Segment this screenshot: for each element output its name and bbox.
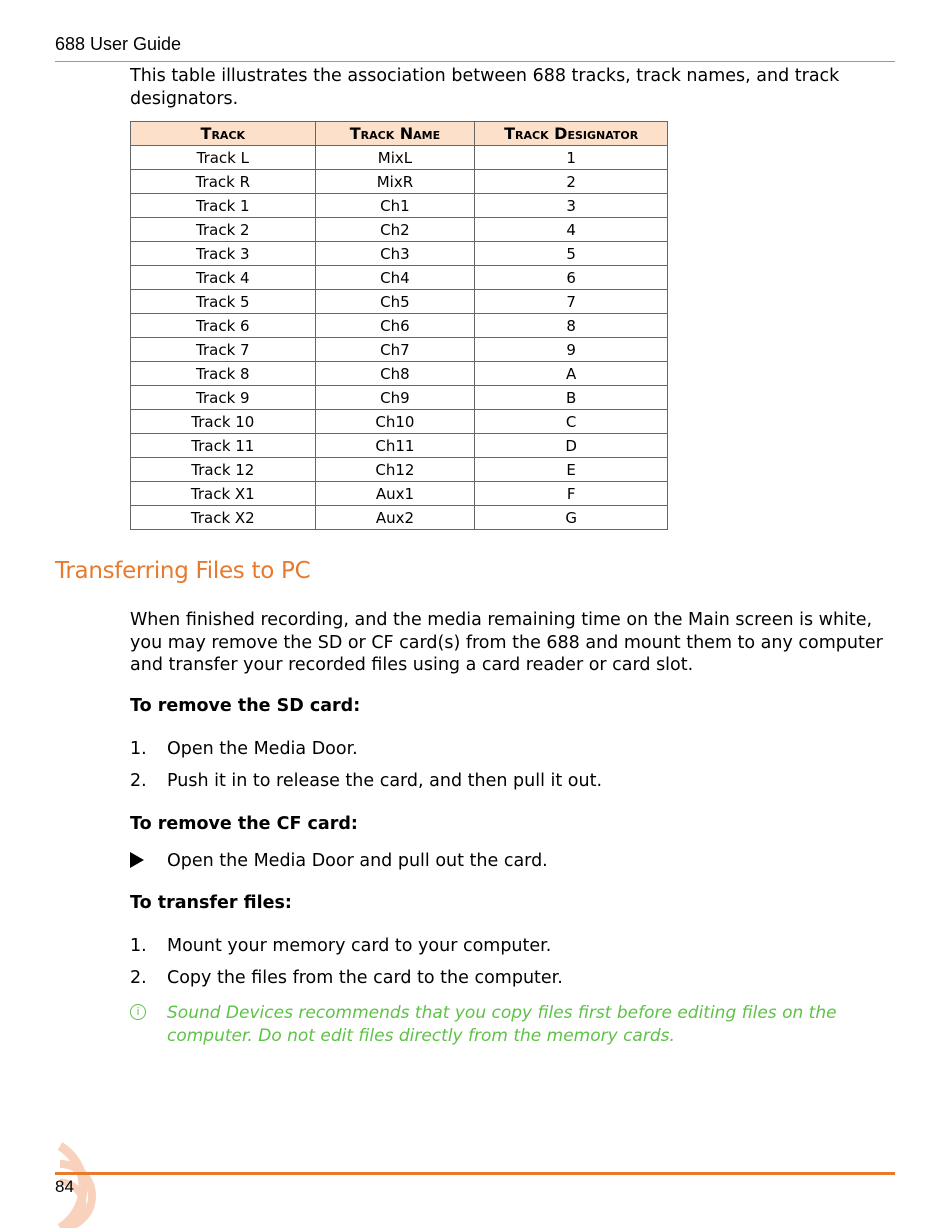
- step-text: Open the Media Door and pull out the card.: [167, 851, 548, 871]
- table-row: [131, 290, 668, 314]
- table-row: [131, 266, 668, 290]
- track-name-cell: Ch5: [315, 290, 475, 314]
- table-row: [131, 386, 668, 410]
- intro-paragraph: This table illustrates the association between 688 tracks, track names, and track designators.: [130, 66, 840, 109]
- step-number: 1.: [130, 739, 147, 759]
- sd-step: [130, 739, 358, 759]
- track-designator-cell: 4: [475, 218, 668, 242]
- table-row: [131, 506, 668, 530]
- footer-divider: [55, 1172, 895, 1175]
- track-name-cell: Ch12: [315, 458, 475, 482]
- track-cell: Track 3: [131, 242, 316, 266]
- sd-card-heading: To remove the SD card:: [130, 696, 361, 716]
- track-name-cell: MixL: [315, 146, 475, 170]
- track-name-cell: Ch8: [315, 362, 475, 386]
- track-designator-table: [130, 121, 668, 530]
- track-cell: Track 6: [131, 314, 316, 338]
- page-number: 84: [55, 1177, 74, 1196]
- table-row: [131, 482, 668, 506]
- track-designator-cell: D: [475, 434, 668, 458]
- track-cell: Track 10: [131, 410, 316, 434]
- column-header-track: Track: [131, 122, 316, 146]
- track-cell: Track 2: [131, 218, 316, 242]
- step-text: Push it in to release the card, and then pull it out.: [167, 771, 603, 791]
- sound-devices-logo-icon: [40, 1138, 110, 1228]
- track-name-cell: Ch10: [315, 410, 475, 434]
- section-heading: Transferring Files to PC: [55, 558, 311, 584]
- table-row: [131, 146, 668, 170]
- table-row: [131, 410, 668, 434]
- track-name-cell: Ch11: [315, 434, 475, 458]
- track-cell: Track X2: [131, 506, 316, 530]
- track-name-cell: Ch2: [315, 218, 475, 242]
- section-paragraph: When finished recording, and the media remaining time on the Main screen is white, you may remove the SD or CF card(s) from the 688 and mount them to any computer and transfer your recorded files using a card reader or card slot.: [130, 610, 883, 675]
- track-designator-cell: 9: [475, 338, 668, 362]
- step-number: 2.: [130, 771, 147, 791]
- track-cell: Track 1: [131, 194, 316, 218]
- column-header-track-name: Track Name: [315, 122, 475, 146]
- transfer-step: [130, 936, 551, 956]
- page-header-title: 688 User Guide: [55, 34, 182, 54]
- cf-card-heading: To remove the CF card:: [130, 814, 358, 834]
- track-name-cell: Aux1: [315, 482, 475, 506]
- track-cell: Track 11: [131, 434, 316, 458]
- track-cell: Track R: [131, 170, 316, 194]
- track-name-cell: Ch9: [315, 386, 475, 410]
- track-name-cell: Aux2: [315, 506, 475, 530]
- track-designator-cell: 8: [475, 314, 668, 338]
- track-designator-cell: 7: [475, 290, 668, 314]
- track-cell: Track X1: [131, 482, 316, 506]
- table-row: [131, 362, 668, 386]
- track-name-cell: Ch4: [315, 266, 475, 290]
- track-name-cell: Ch6: [315, 314, 475, 338]
- sd-step: [130, 771, 602, 791]
- track-designator-cell: 3: [475, 194, 668, 218]
- track-designator-cell: 6: [475, 266, 668, 290]
- track-cell: Track 8: [131, 362, 316, 386]
- note-text: Sound Devices recommends that you copy files first before editing files on the computer. Do not edit files directly from the memory cards.: [167, 1003, 837, 1046]
- track-cell: Track 12: [131, 458, 316, 482]
- table-row: [131, 170, 668, 194]
- table-row: [131, 194, 668, 218]
- table-row: [131, 458, 668, 482]
- track-name-cell: Ch1: [315, 194, 475, 218]
- step-text: Open the Media Door.: [167, 739, 358, 759]
- info-note: [130, 1002, 870, 1047]
- track-cell: Track L: [131, 146, 316, 170]
- track-designator-cell: C: [475, 410, 668, 434]
- track-name-cell: Ch3: [315, 242, 475, 266]
- step-number: 1.: [130, 936, 147, 956]
- info-icon: i: [130, 1004, 146, 1020]
- table-row: [131, 338, 668, 362]
- step-text: Copy the files from the card to the computer.: [167, 968, 563, 988]
- track-designator-cell: E: [475, 458, 668, 482]
- table-row: [131, 314, 668, 338]
- transfer-step: [130, 968, 563, 988]
- track-designator-cell: A: [475, 362, 668, 386]
- track-designator-cell: 5: [475, 242, 668, 266]
- transfer-files-heading: To transfer files:: [130, 893, 292, 913]
- track-name-cell: MixR: [315, 170, 475, 194]
- track-cell: Track 4: [131, 266, 316, 290]
- column-header-track-designator: Track Designator: [475, 122, 668, 146]
- track-designator-cell: 2: [475, 170, 668, 194]
- track-cell: Track 7: [131, 338, 316, 362]
- track-designator-cell: 1: [475, 146, 668, 170]
- step-text: Mount your memory card to your computer.: [167, 936, 552, 956]
- arrow-bullet-icon: [130, 851, 167, 871]
- table-row: [131, 242, 668, 266]
- step-number: 2.: [130, 968, 147, 988]
- track-cell: Track 9: [131, 386, 316, 410]
- track-cell: Track 5: [131, 290, 316, 314]
- table-row: [131, 434, 668, 458]
- track-name-cell: Ch7: [315, 338, 475, 362]
- table-row: [131, 218, 668, 242]
- track-designator-cell: B: [475, 386, 668, 410]
- cf-step: [130, 851, 548, 871]
- table-header-row: [131, 122, 668, 146]
- header-divider: [55, 61, 895, 62]
- track-designator-cell: F: [475, 482, 668, 506]
- track-designator-cell: G: [475, 506, 668, 530]
